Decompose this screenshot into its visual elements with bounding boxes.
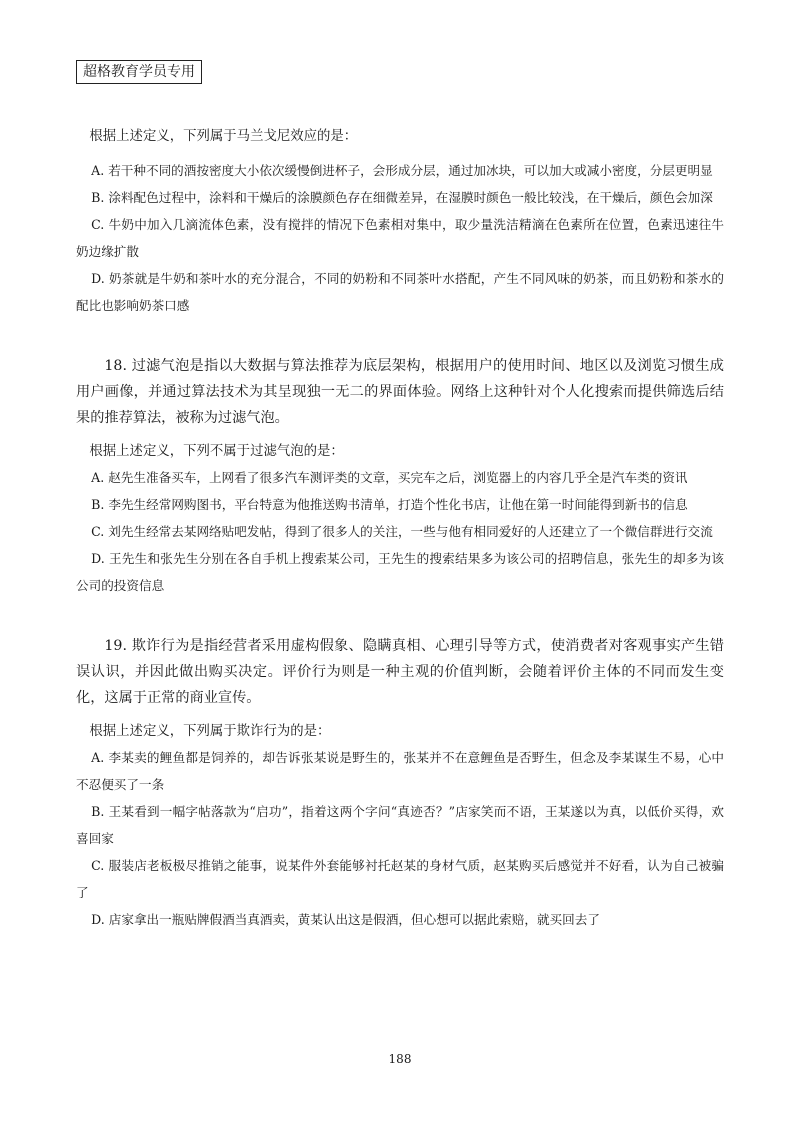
q17-option-c: C. 牛奶中加入几滴流体色素，没有搅拌的情况下色素相对集中，取少量洗洁精滴在色素所在位置，色素迅速往牛奶边缘扩散 bbox=[76, 217, 724, 259]
q18-option-b: B. 李先生经常网购图书，平台特意为他推送购书清单，打造个性化书店，让他在第一时间能得到新书的信息 bbox=[91, 497, 688, 512]
question-17-options-block bbox=[76, 124, 724, 319]
page-content bbox=[76, 124, 724, 933]
q18-prompt: 根据上述定义，下列不属于过滤气泡的是： bbox=[89, 444, 344, 459]
q17-prompt: 根据上述定义，下列属于马兰戈尼效应的是： bbox=[89, 129, 358, 144]
q19-stem: 19. 欺诈行为是指经营者采用虚构假象、隐瞒真相、心理引导等方式，使消费者对客观事实产生错误认识，并因此做出购买决定。评价行为则是一种主观的价值判断，会随着评价主体的不同而发生变化，这属于正常的商业宣传。 bbox=[76, 638, 724, 706]
q18-stem: 18. 过滤气泡是指以大数据与算法推荐为底层架构，根据用户的使用时间、地区以及浏览习惯生成用户画像，并通过算法技术为其呈现独一无二的界面体验。网络上这种针对个人化搜索而提供筛选后结果的推荐算法，被称为过滤气泡。 bbox=[76, 358, 724, 426]
q18-option-d: D. 王先生和张先生分别在各自手机上搜索某公司，王先生的搜索结果多为该公司的招聘信息，张先生的却多为该公司的投资信息 bbox=[76, 551, 724, 593]
q18-option-a: A. 赵先生准备买车，上网看了很多汽车测评类的文章，买完车之后，浏览器上的内容几乎全是汽车类的资讯 bbox=[91, 470, 688, 485]
question-18 bbox=[76, 353, 724, 599]
q17-option-b: B. 涂料配色过程中，涂料和干燥后的涂膜颜色存在细微差异，在湿膜时颜色一般比较浅，在干燥后，颜色会加深 bbox=[91, 190, 713, 205]
q19-prompt: 根据上述定义，下列属于欺诈行为的是： bbox=[89, 724, 331, 739]
q19-option-d: D. 店家拿出一瓶贴牌假酒当真酒卖，黄某认出这是假酒，但心想可以据此索赔，就买回去了 bbox=[91, 912, 600, 927]
q19-option-a: A. 李某卖的鲤鱼都是饲养的，却告诉张某说是野生的，张某并不在意鲤鱼是否野生，但念及李某谋生不易，心中不忍便买了一条 bbox=[76, 750, 724, 792]
q19-option-b: B. 王某看到一幅字帖落款为“启功”，指着这两个字问“真迹否？”店家笑而不语，王某遂以为真，以低价买得，欢喜回家 bbox=[76, 804, 724, 846]
q17-option-a: A. 若干种不同的酒按密度大小依次缓慢倒进杯子，会形成分层，通过加冰块，可以加大或减小密度，分层更明显 bbox=[91, 163, 713, 178]
q17-option-d: D. 奶茶就是牛奶和茶叶水的充分混合，不同的奶粉和不同茶叶水搭配，产生不同风味的奶茶，而且奶粉和茶水的配比也影响奶茶口感 bbox=[76, 271, 724, 313]
page-number: 188 bbox=[388, 1052, 412, 1066]
question-19 bbox=[76, 633, 724, 933]
header-tag: 超格教育学员专用 bbox=[76, 60, 202, 84]
q19-option-c: C. 服装店老板极尽推销之能事，说某件外套能够衬托赵某的身材气质，赵某购买后感觉并不好看，认为自己被骗了 bbox=[76, 858, 724, 900]
q18-option-c: C. 刘先生经常去某网络贴吧发帖，得到了很多人的关注，一些与他有相同爱好的人还建立了一个微信群进行交流 bbox=[91, 524, 713, 539]
